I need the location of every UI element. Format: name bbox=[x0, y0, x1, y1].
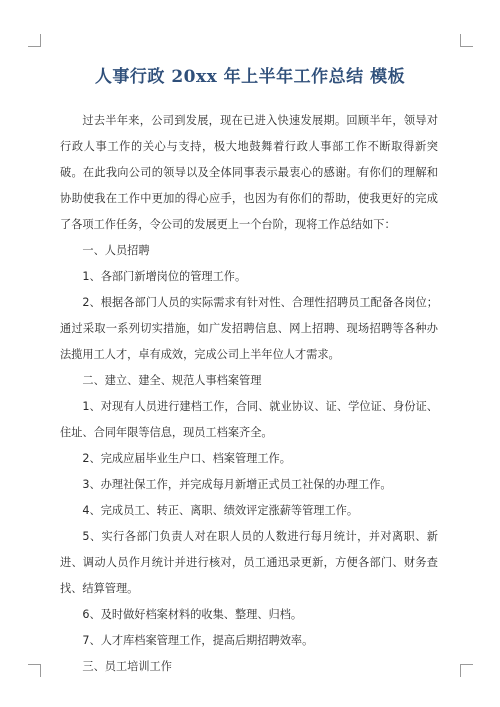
section-heading-training: 三、员工培训工作 bbox=[82, 660, 172, 673]
crop-mark-bottom-left bbox=[28, 664, 41, 677]
crop-mark-bottom-right bbox=[460, 664, 473, 677]
list-item: 1、对现有人员进行建档工作，合同、就业协议、证、学位证、身份证、住址、合同年限等信息，现员工档案齐全。 bbox=[60, 400, 438, 439]
intro-paragraph: 过去半年来，公司到发展，现在已进入快速发展期。回顾半年，领导对行政人事工作的关心与支持，极大地鼓舞着行政人事部工作不断取得新突破。在此我向公司的领导以及全体同事表示最衷心的感谢。有你们的理解和协助使我在工作中更加的得心应手，也因为有你们的帮助，使我更好的完成了各项工作任务，令公司的发展更上一个台阶，现将工作总结如下： bbox=[60, 114, 438, 231]
document-title: 人事行政 20xx 年上半年工作总结 模板 bbox=[94, 67, 406, 87]
list-item: 3、办理社保工作，并完成每月新增正式员工社保的办理工作。 bbox=[82, 478, 392, 491]
list-item: 2、根据各部门人员的实际需求有针对性、合理性招聘员工配备各岗位；通过采取一系列切实措施，如广发招聘信息、网上招聘、现场招聘等各种办法揽用工人才，卓有成效，完成公司上半年位人才需求。 bbox=[60, 296, 438, 361]
section-heading-recruitment: 一、人员招聘 bbox=[82, 244, 150, 257]
list-item: 1、各部门新增岗位的管理工作。 bbox=[82, 270, 247, 283]
list-item: 7、人才库档案管理工作，提高后期招聘效率。 bbox=[82, 634, 314, 647]
document-body bbox=[60, 108, 438, 680]
section-heading-archives: 二、建立、建全、规范人事档案管理 bbox=[82, 374, 262, 387]
list-item: 4、完成员工、转正、离职、绩效评定涨薪等管理工作。 bbox=[82, 504, 359, 517]
list-item: 2、完成应届毕业生户口、档案管理工作。 bbox=[82, 452, 291, 465]
crop-mark-top-right bbox=[460, 34, 473, 47]
crop-mark-top-left bbox=[28, 34, 41, 47]
list-item: 6、及时做好档案材料的收集、整理、归档。 bbox=[82, 608, 303, 621]
list-item: 5、实行各部门负责人对在职人员的人数进行每月统计，并对离职、新进、调动人员作月统计并进行核对，员工通迅录更新，方便各部门、财务查找、结算管理。 bbox=[60, 530, 438, 595]
